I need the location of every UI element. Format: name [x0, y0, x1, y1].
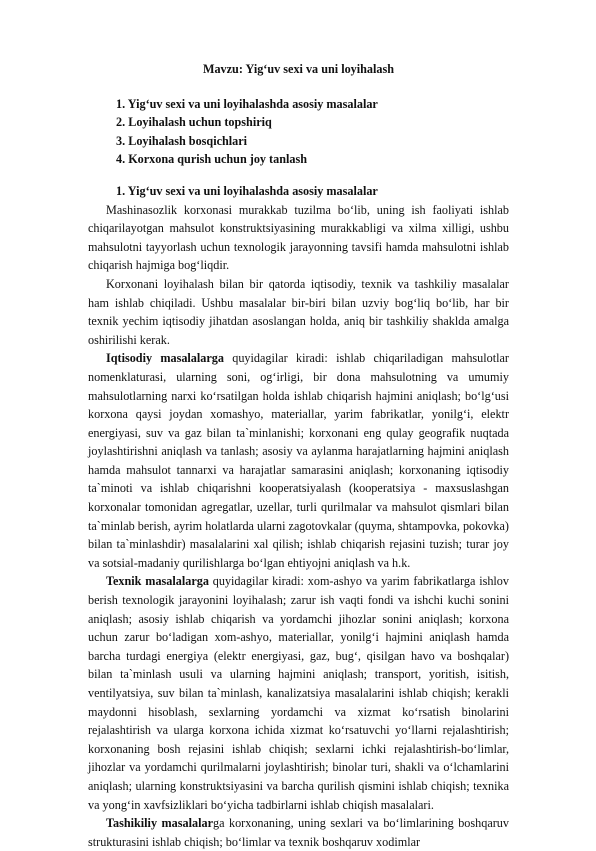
toc-item: 2. Loyihalash uchun topshiriq: [116, 115, 272, 130]
section-heading: 1. Yig‘uv sexi va uni loyihalashda asosiy masalalar: [116, 183, 378, 198]
document-title: Mavzu: Yig‘uv sexi va uni loyihalash: [202, 62, 395, 76]
economic-term: Iqtisodiy masalalarga: [106, 351, 224, 366]
paragraph-organizational: [88, 814, 509, 851]
toc-item: 4. Korxona qurish uchun joy tanlash: [116, 152, 307, 167]
organizational-term: Tashikiliy masalalar: [106, 816, 213, 831]
document-page: [88, 60, 509, 851]
technical-text: quyidagilar kiradi: xom-ashyo va yarim fabrikatlarga ishlov berish texnologik jarayonini loyihalash; zarur ish vaqti fondi va ishchi kuchi sonini aniqlash; asosiy ishlab chiqarish va yordamchi jihozlar sonini aniqlash; korxona uchun zarur bo‘ladigan xom-ashyo, materiallar, yonilg‘i hajmini aniqlash hamda barcha turdagi energiya (elektr energiyasi, gaz, bug‘, qisilgan havo va boshqalar) bilan ta`minlash usuli va ularning hajmini aniqlash; transport, yoritish, isitish, ventilyatsiya, suv bilan ta`minlash, kanalizatsiya masalalarini ishlab chiqish; kerakli maydonni hisoblash, sexlarning yordamchi va xizmat ko‘rsatish binolarini rejalashtirish va ularga korxona ichida xizmat ko‘rsatuvchi yo‘llarni rejalashtirish; korxonaning bosh rejasini ishlab chiqish; sexlarni ichki rejalashtirish-bo‘limlar, jihozlar va yordamchi qurilmalarni joylashtirish; binolar turi, shakli va o‘lchamlarini aniqlash; ularning konstruktsiyasini va barcha qurilish qismini ishlab chiqish; texnika va yong‘in xavfsizliklari bo‘yicha tadbirlarni ishlab chiqish masalalari.: [88, 574, 509, 812]
paragraph-1: Mashinasozlik korxonasi murakkab tuzilma bo‘lib, uning ish faoliyati ishlab chiqarilayotgan mahsulot konstruktsiyasining murakkabligi va xilma xilligi, ushbu mahsulotni tayyorlash uchun texnologik jarayonning tavsifi hamda mahsulotni ishlab chiqarish hajmiga bog‘liqdir.: [88, 202, 509, 273]
economic-text: quyidagilar kiradi: ishlab chiqariladigan mahsulotlar nomenklaturasi, ularning soni, og‘irligi, bir dona mahsulotning va umumiy mahsulotlarning narxi ko‘rsatilgan holda ishlab chiqarish hajmini aniqlash; bo‘lg‘usi korxona qaysi joydan xomashyo, materiallar, yarim fabrikatlar, yonilg‘i, elektr energiyasi, suv va gaz bilan ta`minlanishi; korxonani eng qulay geografik nuqtada joylashtirishni aniqlash va tanlash; asosiy va aylanma harajatlarning hajmini aniqlash hamda mahsulot tannarxi va harajatlar samarasini aniqlash; korxonaning iqtisodiy ta`minoti va ishlab chiqarishni kooperatsiyalash (kooperatsiya - maxsuslashgan korxonalar tomonidan agregatlar, uzellar, turli qurilmalar va mahsulot qismlari bilan ta`minlab berish, ayrim holatlarda ularni zagotovkalar (quyma, shtampovka, pokovka) bilan ta`minlashdir) masalalarini xal qilish; ishlab chiqarish rejasini tuzish; turar joy va sotsial-madaniy qurilishlarga bo‘lgan ehtiyojni aniqlash va h.k.: [88, 351, 509, 570]
organizational-text: ga korxonaning, uning sexlari va bo‘limlarining boshqaruv strukturasini ishlab chiqish; bo‘limlar va texnik boshqaruv xodimlar: [88, 816, 509, 849]
paragraph-2: Korxonani loyihalash bilan bir qatorda iqtisodiy, texnik va tashkiliy masalalar ham ishlab chiqiladi. Ushbu masalalar bir-biri bilan uzviy bog‘liq bo‘lib, har bir texnik yechim iqtisodiy jihatdan asoslangan holda, aniq bir tashkiliy shaklda amalga oshirilishi kerak.: [88, 276, 509, 347]
paragraph-technical: [88, 572, 509, 814]
table-of-contents: [88, 95, 509, 169]
spacer: [88, 169, 509, 182]
technical-term: Texnik masalalarga: [106, 574, 209, 589]
toc-item: 3. Loyihalash bosqichlari: [116, 133, 248, 148]
paragraph-economic: [88, 349, 509, 572]
toc-item: 1. Yig‘uv sexi va uni loyihalashda asosiy masalalar: [116, 96, 378, 111]
